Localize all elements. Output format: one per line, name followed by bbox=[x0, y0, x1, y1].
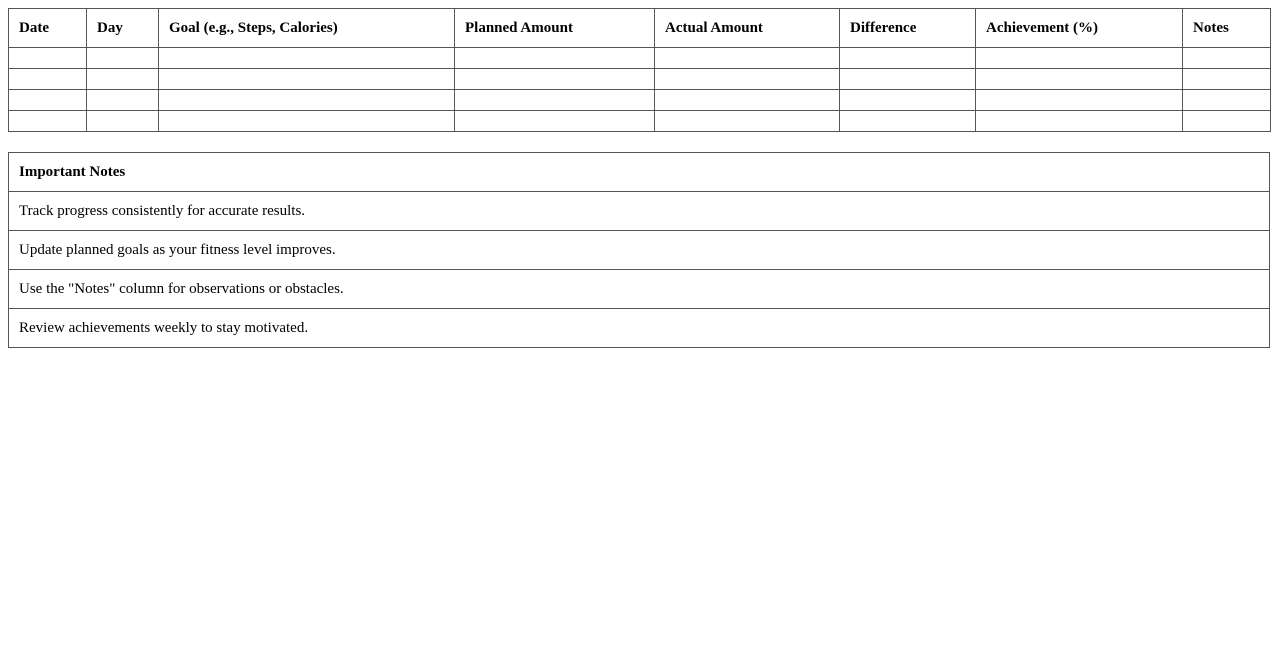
cell-planned-amount[interactable] bbox=[455, 111, 655, 132]
cell-actual-amount[interactable] bbox=[655, 48, 840, 69]
cell-notes[interactable] bbox=[1183, 48, 1271, 69]
cell-difference[interactable] bbox=[840, 48, 976, 69]
cell-date[interactable] bbox=[9, 90, 87, 111]
cell-actual-amount[interactable] bbox=[655, 90, 840, 111]
cell-notes[interactable] bbox=[1183, 111, 1271, 132]
note-row bbox=[9, 309, 1270, 348]
cell-actual-amount[interactable] bbox=[655, 69, 840, 90]
cell-date[interactable] bbox=[9, 111, 87, 132]
cell-difference[interactable] bbox=[840, 69, 976, 90]
column-header-planned-amount: Planned Amount bbox=[455, 9, 655, 48]
column-header-goal: Goal (e.g., Steps, Calories) bbox=[159, 9, 455, 48]
cell-date[interactable] bbox=[9, 69, 87, 90]
cell-planned-amount[interactable] bbox=[455, 48, 655, 69]
cell-goal[interactable] bbox=[159, 111, 455, 132]
table-row bbox=[9, 48, 1271, 69]
cell-goal[interactable] bbox=[159, 90, 455, 111]
cell-achievement[interactable] bbox=[976, 69, 1183, 90]
cell-goal[interactable] bbox=[159, 48, 455, 69]
cell-achievement[interactable] bbox=[976, 48, 1183, 69]
column-header-achievement: Achievement (%) bbox=[976, 9, 1183, 48]
cell-difference[interactable] bbox=[840, 90, 976, 111]
note-item: Update planned goals as your fitness level improves. bbox=[9, 231, 1270, 270]
cell-notes[interactable] bbox=[1183, 69, 1271, 90]
important-notes-table bbox=[8, 152, 1270, 348]
cell-day[interactable] bbox=[87, 111, 159, 132]
note-item: Use the "Notes" column for observations or obstacles. bbox=[9, 270, 1270, 309]
column-header-day: Day bbox=[87, 9, 159, 48]
table-row bbox=[9, 69, 1271, 90]
cell-date[interactable] bbox=[9, 48, 87, 69]
table-row bbox=[9, 111, 1271, 132]
cell-actual-amount[interactable] bbox=[655, 111, 840, 132]
cell-difference[interactable] bbox=[840, 111, 976, 132]
cell-day[interactable] bbox=[87, 90, 159, 111]
note-row bbox=[9, 231, 1270, 270]
cell-planned-amount[interactable] bbox=[455, 69, 655, 90]
note-row bbox=[9, 192, 1270, 231]
cell-notes[interactable] bbox=[1183, 90, 1271, 111]
note-item: Review achievements weekly to stay motivated. bbox=[9, 309, 1270, 348]
column-header-date: Date bbox=[9, 9, 87, 48]
fitness-tracker-table bbox=[8, 8, 1271, 132]
note-item: Track progress consistently for accurate results. bbox=[9, 192, 1270, 231]
cell-achievement[interactable] bbox=[976, 111, 1183, 132]
column-header-difference: Difference bbox=[840, 9, 976, 48]
cell-day[interactable] bbox=[87, 69, 159, 90]
cell-planned-amount[interactable] bbox=[455, 90, 655, 111]
table-row bbox=[9, 90, 1271, 111]
table-header-row bbox=[9, 9, 1271, 48]
cell-day[interactable] bbox=[87, 48, 159, 69]
note-row bbox=[9, 270, 1270, 309]
column-header-actual-amount: Actual Amount bbox=[655, 9, 840, 48]
column-header-notes: Notes bbox=[1183, 9, 1271, 48]
cell-goal[interactable] bbox=[159, 69, 455, 90]
notes-header-row bbox=[9, 153, 1270, 192]
cell-achievement[interactable] bbox=[976, 90, 1183, 111]
important-notes-title: Important Notes bbox=[9, 153, 1270, 192]
